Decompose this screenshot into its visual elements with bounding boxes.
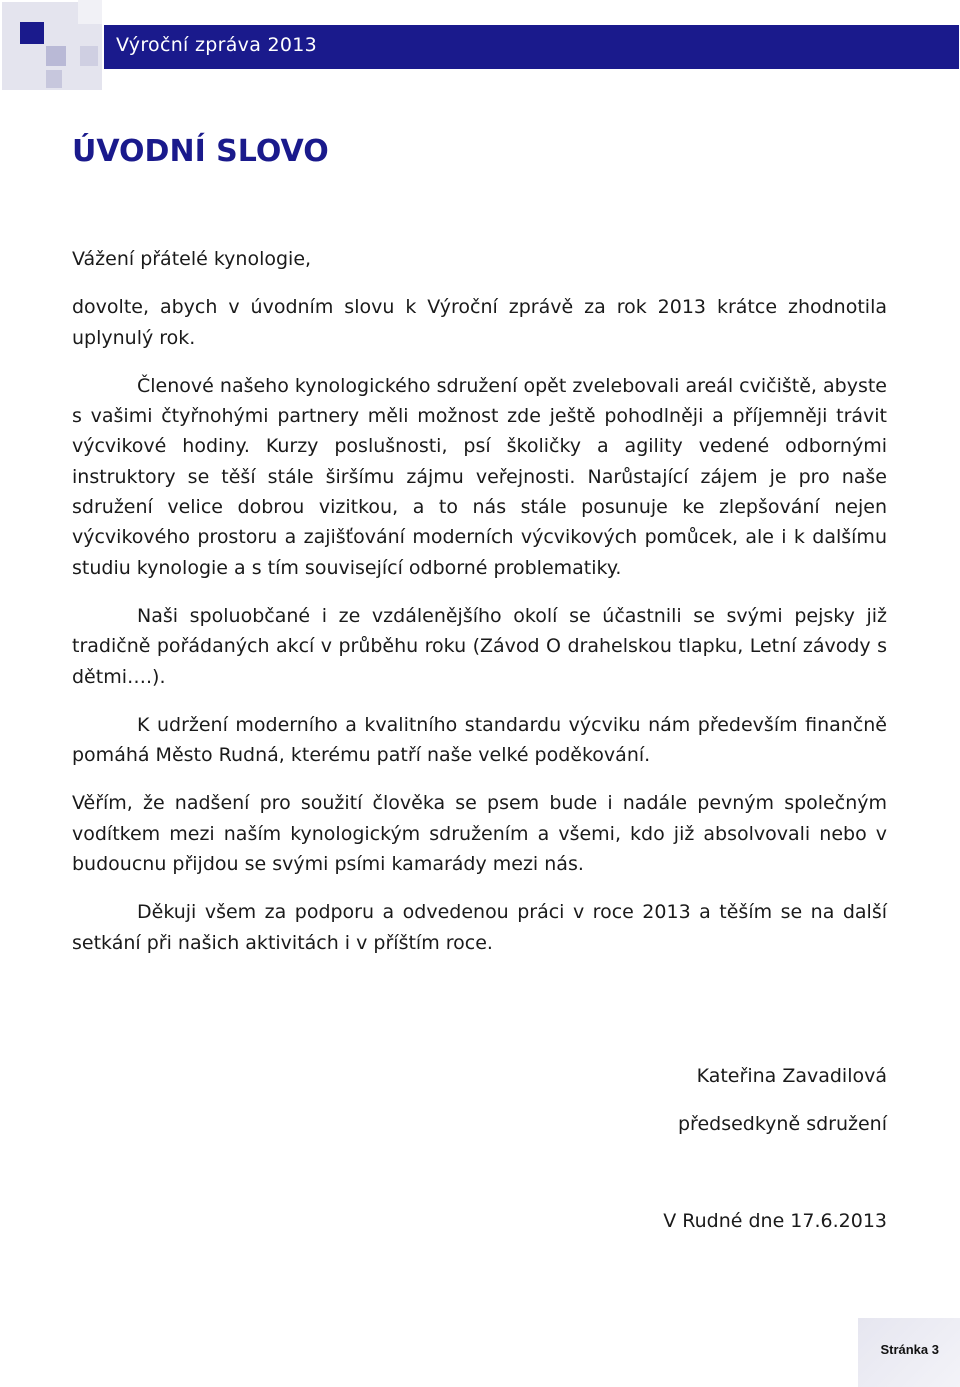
header-decor-square-light: [78, 0, 102, 24]
paragraph-belief: Věřím, že nadšení pro soužití člověka se psem bude i nadále pevným společným vodítkem mezi naším kynologickým sdružením a všemi, kdo již absolvovali nebo v budoucnu přijdou se svými psími kamarády mezi nás.: [72, 792, 887, 876]
letter-body: [72, 244, 887, 958]
header-title: Výroční zpráva 2013: [116, 34, 318, 56]
signature-role: předsedkyně sdružení: [678, 1113, 887, 1135]
intro-paragraph: dovolte, abych v úvodním slovu k Výroční zprávě za rok 2013 krátce zhodnotila uplynulý rok.: [72, 296, 887, 349]
header-decor-square-small: [80, 46, 98, 66]
header-decor-square-mid: [46, 46, 66, 66]
paragraph-events: Naši spoluobčané i ze vzdálenějšího okolí se účastnili se svými pejsky již tradičně pořádaných akcí v průběhu roku (Závod O drahelskou tlapku, Letní závody s dětmi….).: [72, 604, 887, 688]
signature-place-date: V Rudné dne 17.6.2013: [663, 1210, 887, 1232]
salutation: Vážení přátelé kynologie,: [72, 248, 312, 270]
paragraph-members: Členové našeho kynologického sdružení opět zvelebovali areál cvičiště, abyste s vašimi čtyřnohými partnery měli možnost zde ještě pohodlněji a příjemněji trávit výcvikové hodiny. Kurzy poslušnosti, psí školičky a agility vedené odbornými instruktory se těší stále širšímu zájmu veřejnosti. Narůstající zájem je pro naše sdružení velice dobrou vizitkou, a to nás stále posunuje ke zlepšování nejen výcvikového prostoru a zajišťování moderních výcvikových pomůcek, ale i k dalšímu studiu kynologie a s tím související odborné problematiky.: [72, 374, 887, 579]
signature-name: Kateřina Zavadilová: [696, 1065, 887, 1087]
header-decor-square-dark: [20, 22, 44, 44]
header-decor-square-bottom: [46, 70, 62, 88]
page-number: Stránka 3: [880, 1342, 939, 1357]
page-heading: ÚVODNÍ SLOVO: [72, 134, 329, 169]
paragraph-sponsor: K udržení moderního a kvalitního standardu výcviku nám především finančně pomáhá Město Rudná, kterému patří naše velké poděkování.: [72, 713, 887, 767]
paragraph-thanks: Děkuji všem za podporu a odvedenou práci v roce 2013 a těším se na další setkání při našich aktivitách i v příštím roce.: [72, 901, 887, 954]
